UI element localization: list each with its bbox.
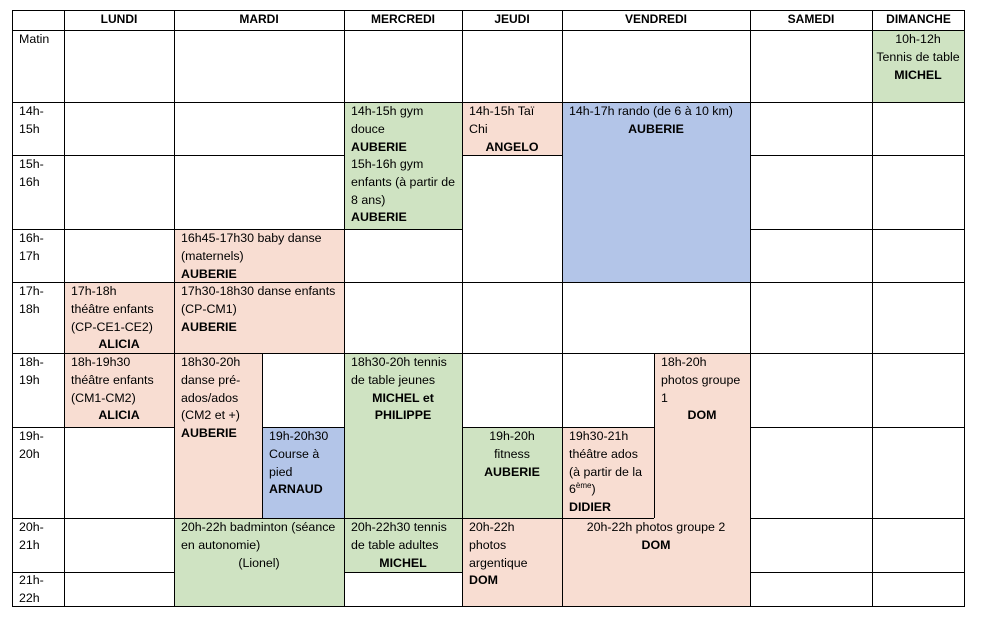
activity-person: ANGELO — [485, 139, 539, 154]
activity-danse-pre-ados — [174, 353, 262, 518]
activity-time: 18h30-20h — [181, 355, 241, 369]
grid-line-horizontal — [462, 155, 562, 156]
activity-person: ALICIA — [98, 408, 140, 423]
activity-person: AUBERIE — [351, 210, 407, 225]
grid-line-horizontal — [12, 102, 965, 103]
activity-time: 16h45-17h30 baby danse (maternels) — [181, 231, 322, 263]
activity-time: 10h-12h — [895, 32, 941, 46]
activity-person: AUBERIE — [181, 319, 237, 334]
activity-photos-argentique — [462, 518, 562, 607]
activity-time: 14h-17h rando (de 6 à 10 km) — [569, 104, 733, 118]
activity-theatre-enfants-2 — [64, 353, 174, 427]
activity-fitness — [462, 427, 562, 518]
activity-gym-enfants — [344, 155, 462, 229]
activity-badminton — [174, 518, 344, 607]
day-header-samedi: SAMEDI — [787, 12, 835, 26]
day-header-lundi: LUNDI — [100, 12, 138, 26]
activity-tai-chi — [462, 102, 562, 155]
row-label-matin: Matin — [19, 32, 50, 46]
day-header-vendredi: VENDREDI — [624, 12, 687, 26]
grid-line-horizontal — [12, 427, 174, 428]
row-label-21h: 21h-22h — [19, 573, 44, 605]
activity-time: 19h30-21h — [569, 429, 629, 443]
activity-person: AUBERIE — [628, 121, 684, 136]
activity-person: DOM — [687, 408, 717, 423]
grid-line-horizontal — [344, 572, 462, 573]
activity-time: 14h-15h Taï Chi — [469, 104, 535, 136]
activity-tennis-jeunes — [344, 353, 462, 518]
activity-person: MICHEL et PHILIPPE — [372, 390, 434, 423]
activity-time: 18h-19h30 — [71, 355, 131, 369]
activity-title: Course à pied — [269, 446, 320, 479]
activity-gym-douce — [344, 102, 462, 155]
activity-time: 20h-22h photos groupe 2 — [586, 520, 726, 534]
grid-line-horizontal — [12, 606, 965, 607]
activity-time: 14h-15h gym douce — [351, 104, 424, 136]
activity-time: 20h-22h30 tennis de table adultes — [351, 520, 447, 552]
activity-time: 19h-20h — [489, 429, 535, 443]
grid-line-horizontal — [12, 155, 344, 156]
grid-line-vertical — [872, 10, 873, 607]
activity-time: 18h30-20h tennis de table jeunes — [351, 355, 447, 387]
activity-photos-groupe-2 — [562, 518, 750, 607]
activity-person: AUBERIE — [351, 139, 407, 154]
row-label-16h: 16h-17h — [19, 231, 44, 263]
activity-title-sup: ème — [575, 481, 592, 491]
row-label-17h: 17h-18h — [19, 284, 44, 316]
grid-line-horizontal — [262, 427, 344, 428]
row-label-19h: 19h-20h — [19, 429, 44, 461]
activity-time: 19h-20h30 — [269, 429, 329, 443]
row-label-20h: 20h-21h — [19, 520, 44, 552]
grid-line-vertical — [12, 10, 13, 607]
activity-time: 17h30-18h30 danse enfants (CP-CM1) — [181, 284, 336, 316]
activity-person: ALICIA — [98, 337, 140, 352]
grid-line-horizontal — [750, 155, 965, 156]
activity-baby-danse — [174, 229, 344, 282]
grid-line-horizontal — [462, 427, 654, 428]
activity-danse-enfants — [174, 282, 344, 353]
activity-time: 20h-22h — [469, 520, 515, 534]
activity-person: DOM — [641, 537, 671, 552]
row-label-15h: 15h-16h — [19, 157, 44, 189]
grid-line-vertical — [462, 10, 463, 607]
activity-time: 20h-22h badminton (séance en autonomie) — [181, 520, 336, 552]
activity-tennis-adultes — [344, 518, 462, 572]
grid-line-horizontal — [12, 282, 965, 283]
grid-line-vertical — [654, 353, 655, 518]
activity-person: DOM — [469, 573, 498, 588]
activity-person: DIDIER — [569, 500, 611, 515]
activity-person: MICHEL — [894, 67, 942, 82]
activity-title: fitness — [494, 446, 530, 461]
activity-person: AUBERIE — [484, 464, 540, 479]
grid-line-horizontal — [12, 10, 965, 11]
activity-theatre-enfants-1 — [64, 282, 174, 353]
grid-line-horizontal — [750, 229, 965, 230]
activity-time: 17h-18h — [71, 284, 117, 298]
grid-line-vertical — [174, 10, 175, 607]
activity-course-a-pied — [262, 427, 344, 518]
activity-person: (Lionel) — [238, 555, 280, 570]
row-label-18h: 18h-19h — [19, 355, 44, 387]
activity-title: photos argentique — [469, 537, 528, 570]
activity-photos-groupe-1 — [654, 353, 750, 518]
grid-line-horizontal — [750, 572, 965, 573]
activity-theatre-ados — [562, 427, 654, 518]
activity-title: danse pré-ados/ados (CM2 et +) — [181, 372, 241, 423]
grid-line-vertical — [262, 353, 263, 518]
grid-line-horizontal — [12, 229, 462, 230]
day-header-jeudi: JEUDI — [494, 12, 530, 26]
activity-person: AUBERIE — [181, 426, 237, 441]
activity-rando — [562, 102, 750, 282]
activity-time: 18h-20h — [661, 355, 707, 369]
activity-title: théâtre ados (à partir de la 6 — [569, 446, 643, 497]
day-header-mardi: MARDI — [239, 12, 279, 26]
activity-title: théâtre enfants (CP-CE1-CE2) — [71, 301, 154, 334]
activity-person: MICHEL — [379, 555, 427, 570]
grid-line-vertical — [750, 10, 751, 607]
schedule-table — [12, 10, 965, 607]
activity-time: 15h-16h gym enfants (à partir de 8 ans) — [351, 157, 456, 207]
activity-title: théâtre enfants (CM1-CM2) — [71, 372, 154, 405]
activity-person: ARNAUD — [269, 482, 323, 497]
grid-line-vertical — [64, 10, 65, 607]
grid-line-horizontal — [12, 518, 654, 519]
grid-line-horizontal — [12, 572, 174, 573]
activity-title: photos groupe 1 — [661, 372, 741, 405]
activity-title: Tennis de table — [876, 49, 960, 64]
grid-line-horizontal — [12, 30, 965, 31]
activity-title-tail: ) — [591, 482, 596, 497]
day-header-mercredi: MERCREDI — [370, 12, 435, 26]
activity-person: AUBERIE — [181, 266, 237, 281]
grid-line-vertical — [964, 10, 965, 607]
grid-line-vertical — [344, 10, 345, 607]
grid-line-horizontal — [750, 427, 965, 428]
activity-tennis-dimanche — [872, 30, 964, 102]
grid-line-horizontal — [12, 353, 965, 354]
grid-line-horizontal — [750, 518, 965, 519]
day-header-dimanche: DIMANCHE — [886, 12, 951, 26]
activity-title-wrap — [569, 446, 647, 499]
row-label-14h: 14h-15h — [19, 104, 44, 136]
grid-line-vertical — [562, 10, 563, 607]
